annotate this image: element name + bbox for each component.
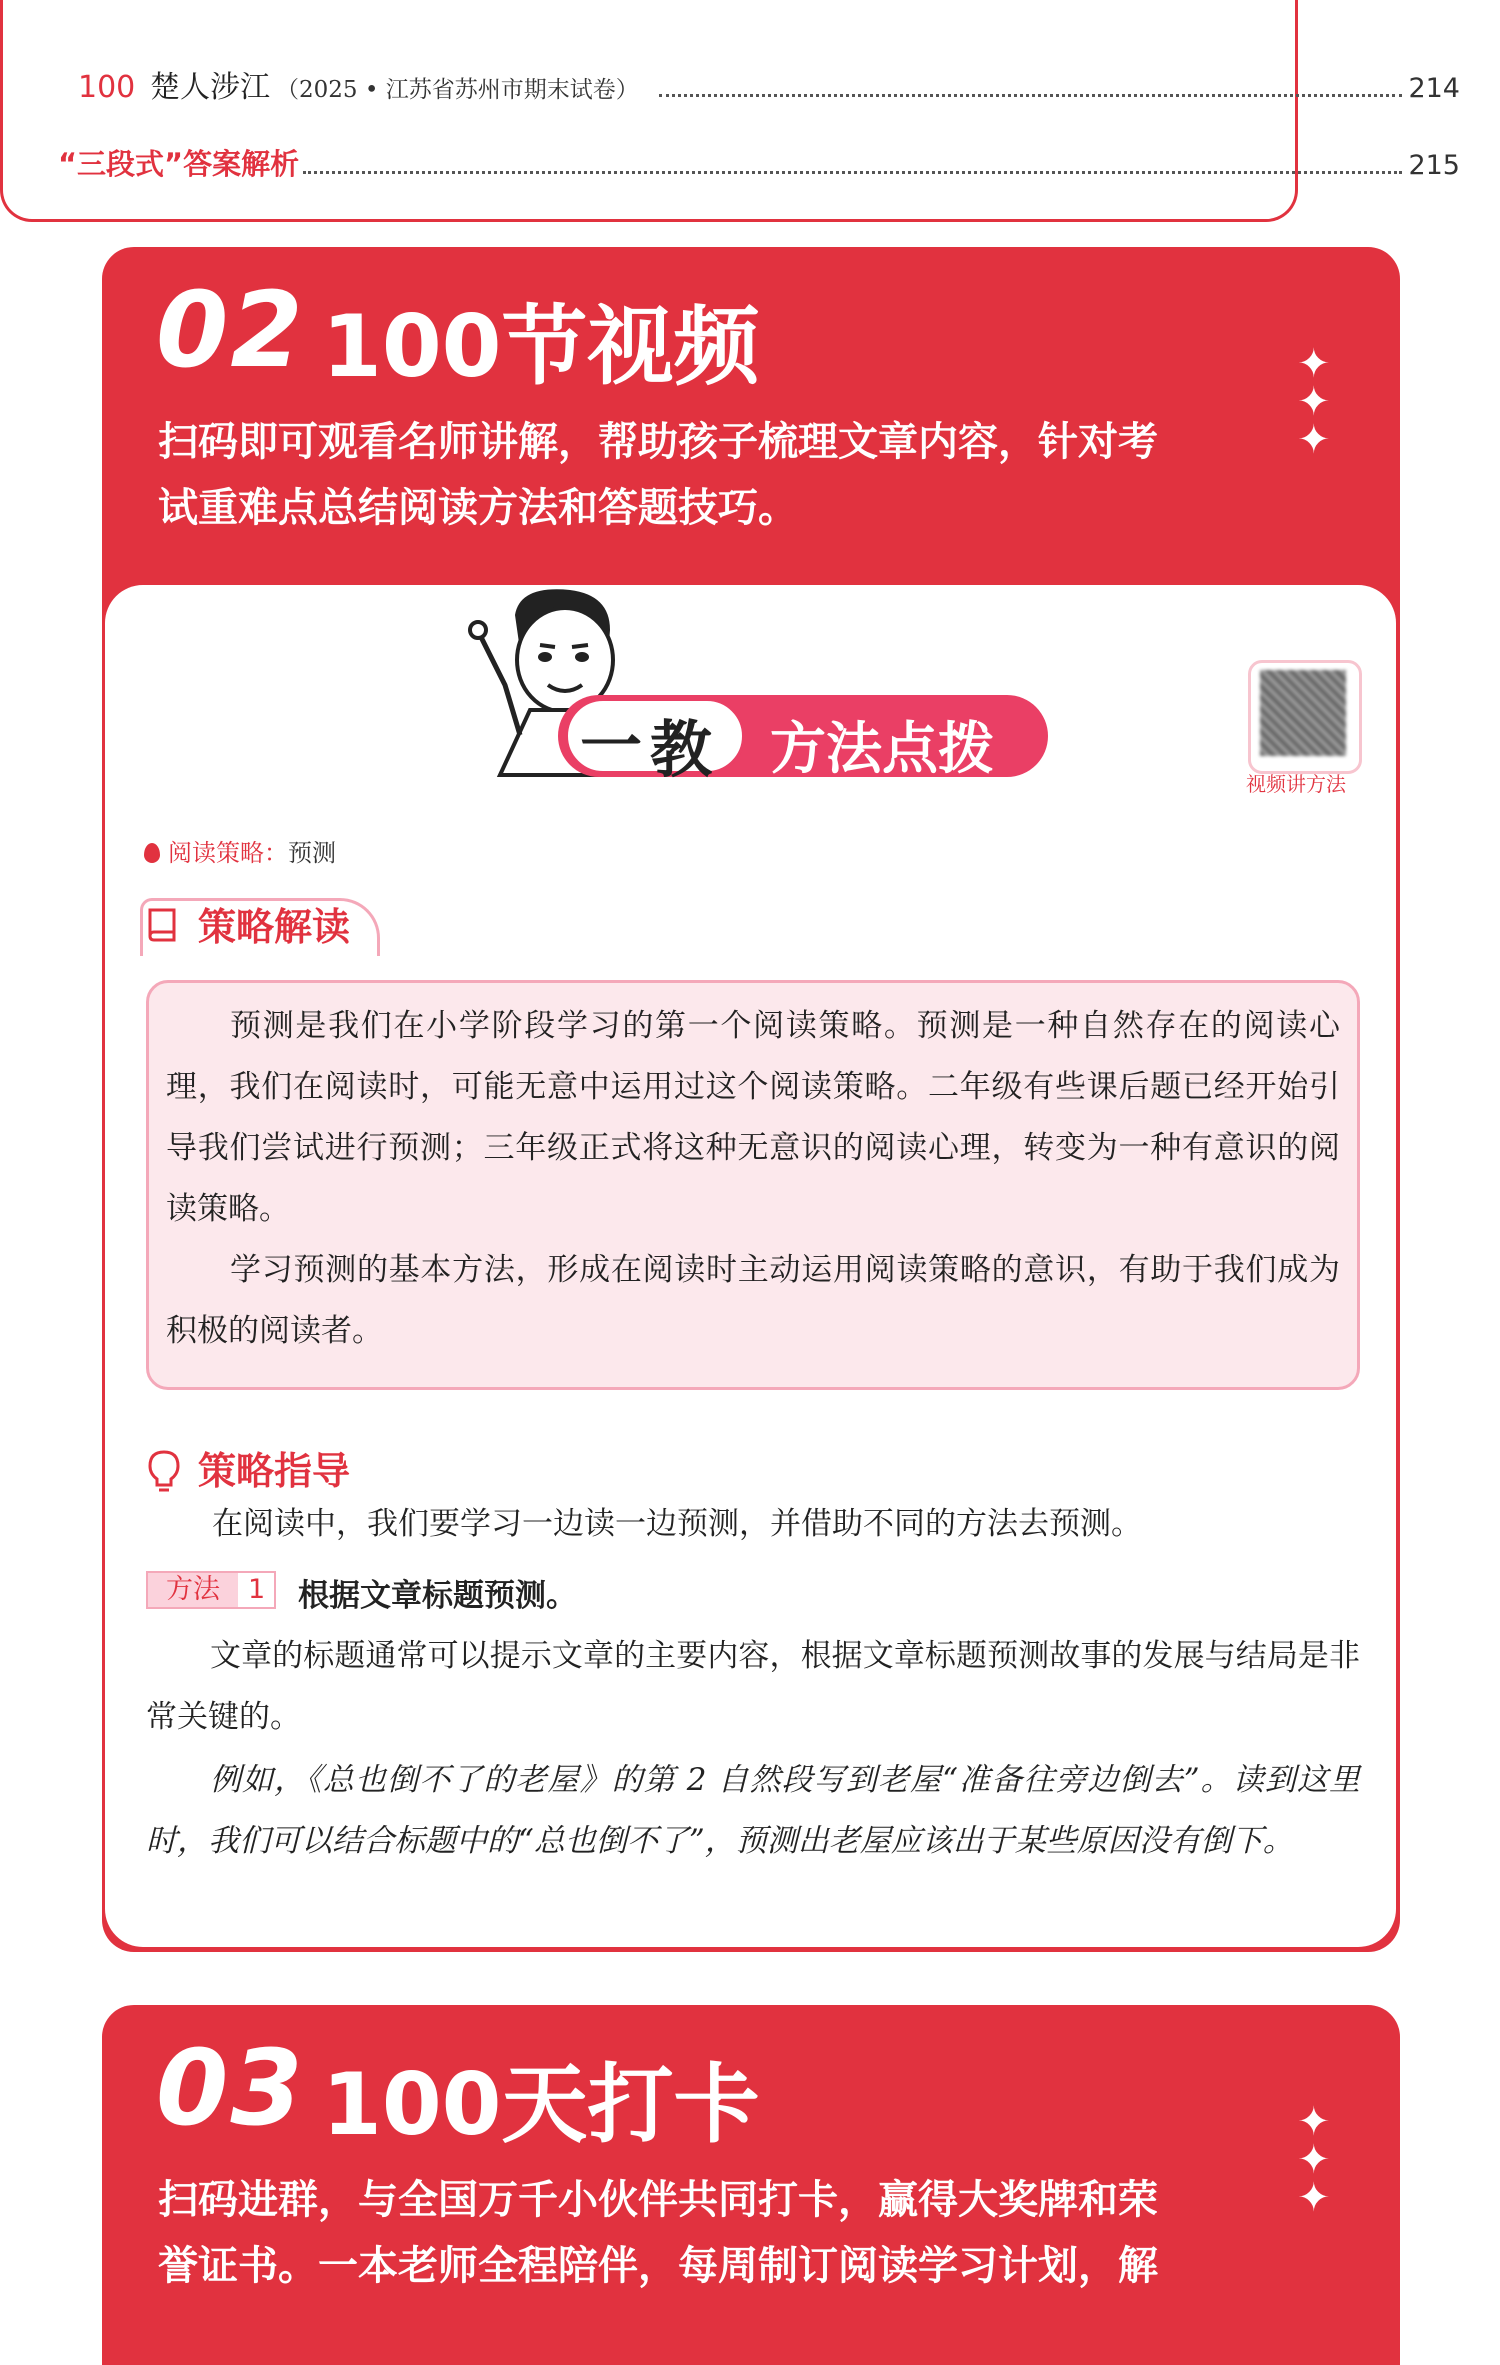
description-line: 誉证书。一本老师全程陪伴，每周制订阅读学习计划，解	[158, 2243, 1158, 2289]
method-paragraph: 文章的标题通常可以提示文章的主要内容，根据文章标题预测故事的发展与结局是非常关键的。	[146, 1638, 1360, 1735]
toc-page: 214	[1408, 73, 1460, 104]
banner-char: 教	[650, 713, 713, 786]
description-line: 扫码即可观看名师讲解，帮助孩子梳理文章内容，针对考	[158, 419, 1158, 465]
guide-intro: 在阅读中，我们要学习一边读一边预测，并借助不同的方法去预测。	[212, 1506, 1142, 1542]
method-tag-number: 1	[248, 1574, 266, 1605]
description-line: 扫码进群，与全国万千小伙伴共同打卡，赢得大奖牌和荣	[158, 2177, 1158, 2223]
section-title: 100节视频	[322, 297, 760, 397]
toc-card	[0, 0, 1460, 222]
toc-number: 100	[78, 70, 136, 105]
method-example: 例如，《总也倒不了的老屋》的第 2 自然段写到老屋“准备往旁边倒去”。读到这里时，我们可以结合标题中的“总也倒不了”，预测出老屋应该出于某些原因没有倒下。	[146, 1762, 1360, 1859]
toc-leader-dots	[659, 94, 1403, 97]
method-title: 根据文章标题预测。	[298, 1578, 577, 1614]
section-number: 03	[156, 2027, 305, 2149]
guide-heading: 策略指导	[198, 1449, 351, 1493]
reading-strategy-value: 预测	[288, 839, 336, 867]
sparkle-icon: ✦ ✦ ✦	[1297, 2099, 1331, 2221]
toc-answer-page: 215	[1408, 150, 1460, 181]
section-title: 100天打卡	[322, 2055, 760, 2155]
flame-icon	[144, 843, 160, 863]
toc-title: 楚人涉江	[150, 70, 270, 105]
description-line: 试重难点总结阅读方法和答题技巧。	[158, 485, 798, 531]
toc-leader-dots	[303, 171, 1402, 174]
section-description	[158, 409, 1258, 541]
toc-answer-label: “三段式”答案解析	[58, 147, 300, 181]
method-tag-label: 方法	[148, 1573, 238, 1607]
toc-source: （2025 • 江苏省苏州市期末试卷）	[276, 77, 639, 103]
qr-label: 视频讲方法	[1246, 772, 1346, 796]
box-heading: 策略解读	[198, 905, 351, 949]
section-number: 02	[156, 269, 305, 391]
section-03	[102, 2005, 1400, 2365]
section-description	[158, 2167, 1258, 2299]
sparkle-icon: ✦ ✦ ✦	[1297, 341, 1331, 463]
lightbulb-icon	[144, 1448, 184, 1494]
toc-answer-row[interactable]	[58, 142, 1460, 183]
reading-strategy-line	[144, 833, 336, 868]
toc-row[interactable]	[78, 62, 1460, 106]
box-paragraph: 预测是我们在小学阶段学习的第一个阅读策略。预测是一种自然存在的阅读心理，我们在阅读时，可能无意中运用过这个阅读策略。二年级有些课后题已经开始引导我们尝试进行预测；三年级正式将这种无意识的阅读心理，转变为一种有意识的阅读策略。	[166, 1008, 1340, 1227]
book-icon	[146, 906, 182, 946]
banner-char: 一	[580, 709, 643, 782]
box-paragraph: 学习预测的基本方法，形成在阅读时主动运用阅读策略的意识，有助于我们成为积极的阅读者。	[166, 1252, 1340, 1349]
banner-title: 方法点拨	[770, 717, 994, 782]
method-tag	[146, 1571, 276, 1609]
qr-code-icon[interactable]	[1260, 670, 1346, 756]
reading-strategy-label: 阅读策略：	[168, 839, 288, 867]
